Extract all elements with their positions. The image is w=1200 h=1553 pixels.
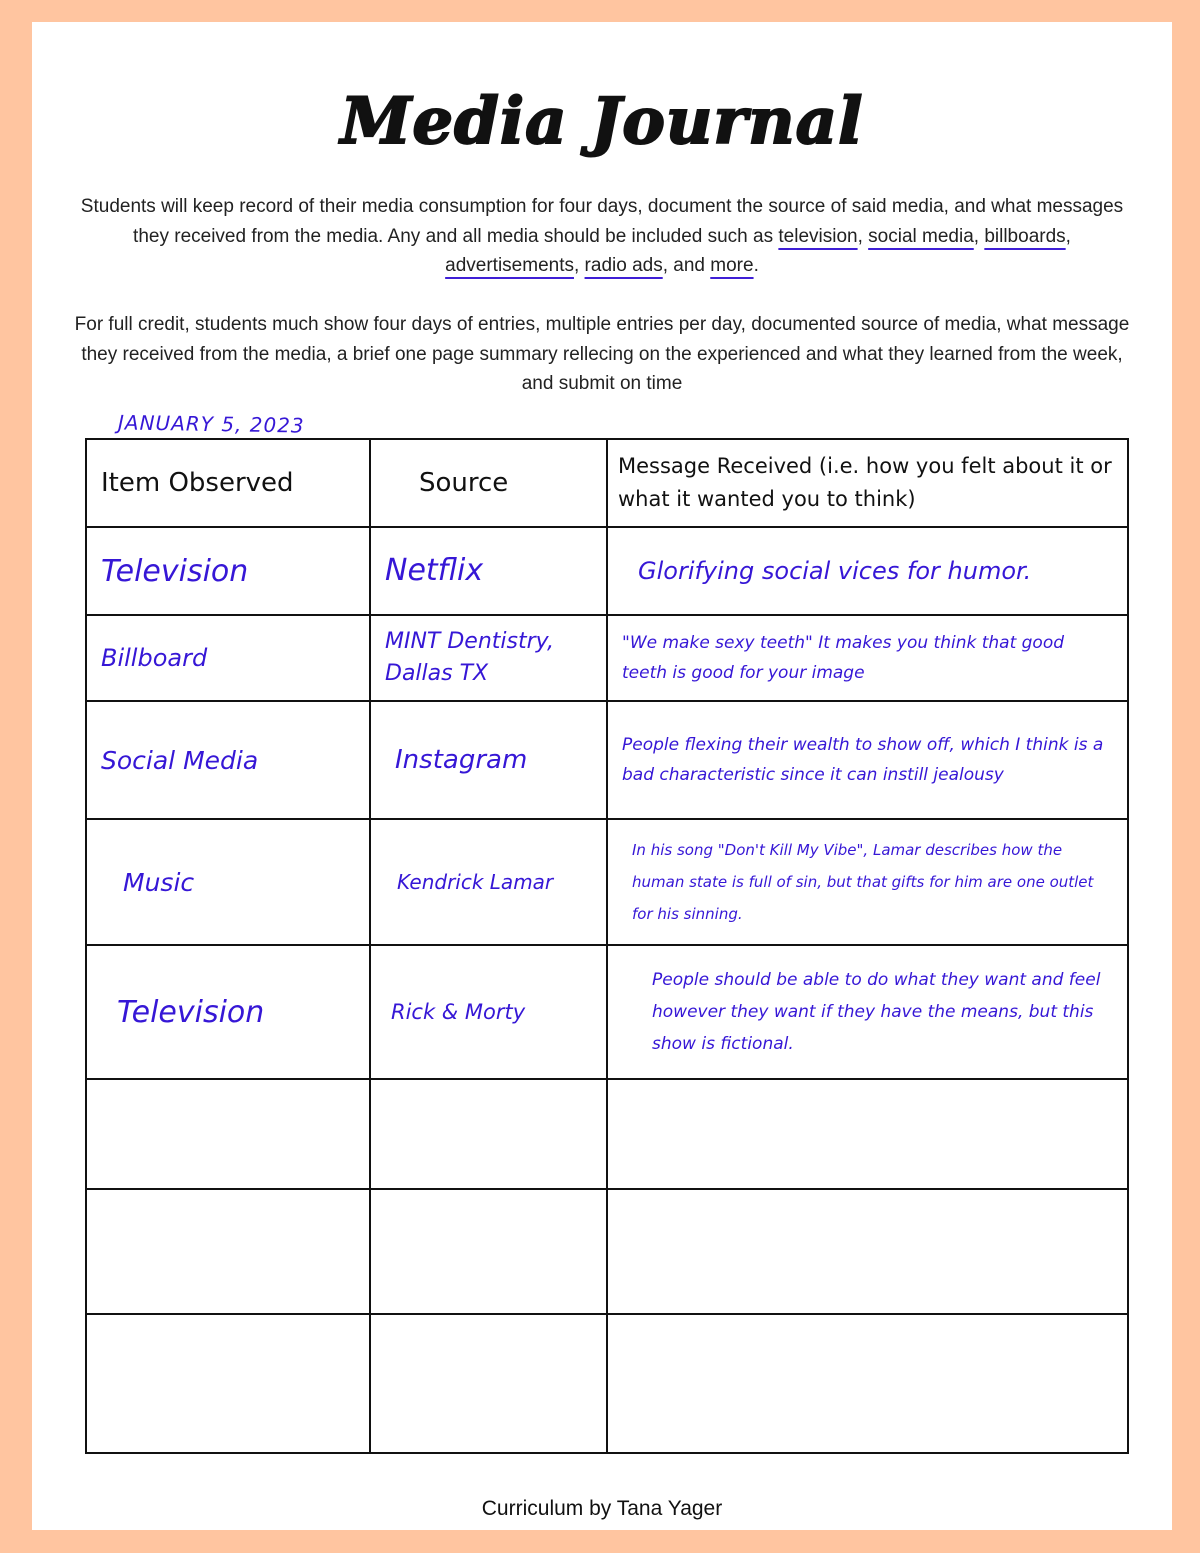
separator: ,	[857, 225, 869, 247]
credit-requirements: For full credit, students much show four days of entries, multiple entries per day, documented source of media, what message they received from the media, a brief one page summary rellecing on the experienced and what they learned from the week, and submit on time	[74, 314, 1130, 394]
separator: , and	[662, 255, 711, 276]
separator: ,	[573, 255, 585, 276]
instructions-text: Students will keep record of their media consumption for four days, document the source of said media, and what messages they received from the media. Any and all media should be included such as	[80, 196, 1124, 247]
item-cell[interactable]: Television	[86, 945, 370, 1079]
worksheet-page	[32, 22, 1172, 1530]
underlined-television: television	[778, 225, 858, 247]
message-cell[interactable]: People should be able to do what they want and feel however they want if they have the means, but this show is fictional.	[607, 945, 1128, 1079]
item-cell[interactable]	[86, 1079, 370, 1189]
message-cell[interactable]	[607, 1079, 1128, 1189]
table-row	[86, 615, 1128, 701]
instructions-paragraph	[72, 192, 1132, 281]
underlined-advertisements: advertisements	[445, 255, 574, 276]
message-cell[interactable]	[607, 1189, 1128, 1314]
source-cell[interactable]	[370, 1079, 607, 1189]
header-row	[86, 439, 1128, 527]
header-message-received: Message Received (i.e. how you felt about it or what it wanted you to think)	[607, 439, 1128, 527]
table-row	[86, 527, 1128, 615]
source-cell[interactable]: Instagram	[370, 701, 607, 819]
header-item-observed: Item Observed	[86, 439, 370, 527]
source-cell[interactable]: Rick & Morty	[370, 945, 607, 1079]
separator: ,	[1065, 225, 1071, 247]
page-title: Media Journal	[340, 84, 864, 159]
table-row	[86, 1314, 1128, 1453]
item-cell[interactable]	[86, 1314, 370, 1453]
item-cell[interactable]: Social Media	[86, 701, 370, 819]
underlined-billboards: billboards	[984, 225, 1066, 247]
handwritten-date: JANUARY 5, 2023	[117, 410, 305, 438]
item-cell[interactable]: Billboard	[86, 615, 370, 701]
underlined-radio-ads: radio ads	[584, 255, 663, 276]
item-cell[interactable]	[86, 1189, 370, 1314]
item-cell[interactable]: Music	[86, 819, 370, 945]
message-cell[interactable]: People flexing their wealth to show off, which I think is a bad characteristic since it can instill jealousy	[607, 701, 1128, 819]
table-row	[86, 1079, 1128, 1189]
table-row	[86, 945, 1128, 1079]
separator: ,	[973, 225, 985, 247]
message-cell[interactable]	[607, 1314, 1128, 1453]
source-cell[interactable]: Netflix	[370, 527, 607, 615]
source-cell[interactable]	[370, 1189, 607, 1314]
journal-table	[85, 438, 1129, 1454]
source-cell[interactable]: MINT Dentistry, Dallas TX	[370, 615, 607, 701]
source-cell[interactable]	[370, 1314, 607, 1453]
underlined-social-media: social media	[868, 225, 974, 247]
source-cell[interactable]: Kendrick Lamar	[370, 819, 607, 945]
table-row	[86, 1189, 1128, 1314]
table-row	[86, 701, 1128, 819]
underlined-more: more	[710, 255, 754, 276]
message-cell[interactable]: "We make sexy teeth" It makes you think that good teeth is good for your image	[607, 615, 1128, 701]
footer-credit: Curriculum by Tana Yager	[481, 1497, 723, 1520]
table-row	[86, 819, 1128, 945]
separator: .	[753, 255, 759, 276]
message-cell[interactable]: Glorifying social vices for humor.	[607, 527, 1128, 615]
header-source: Source	[370, 439, 607, 527]
message-cell[interactable]: In his song "Don't Kill My Vibe", Lamar describes how the human state is full of sin, but that gifts for him are one outlet for his sinning.	[607, 819, 1128, 945]
item-cell[interactable]: Television	[86, 527, 370, 615]
